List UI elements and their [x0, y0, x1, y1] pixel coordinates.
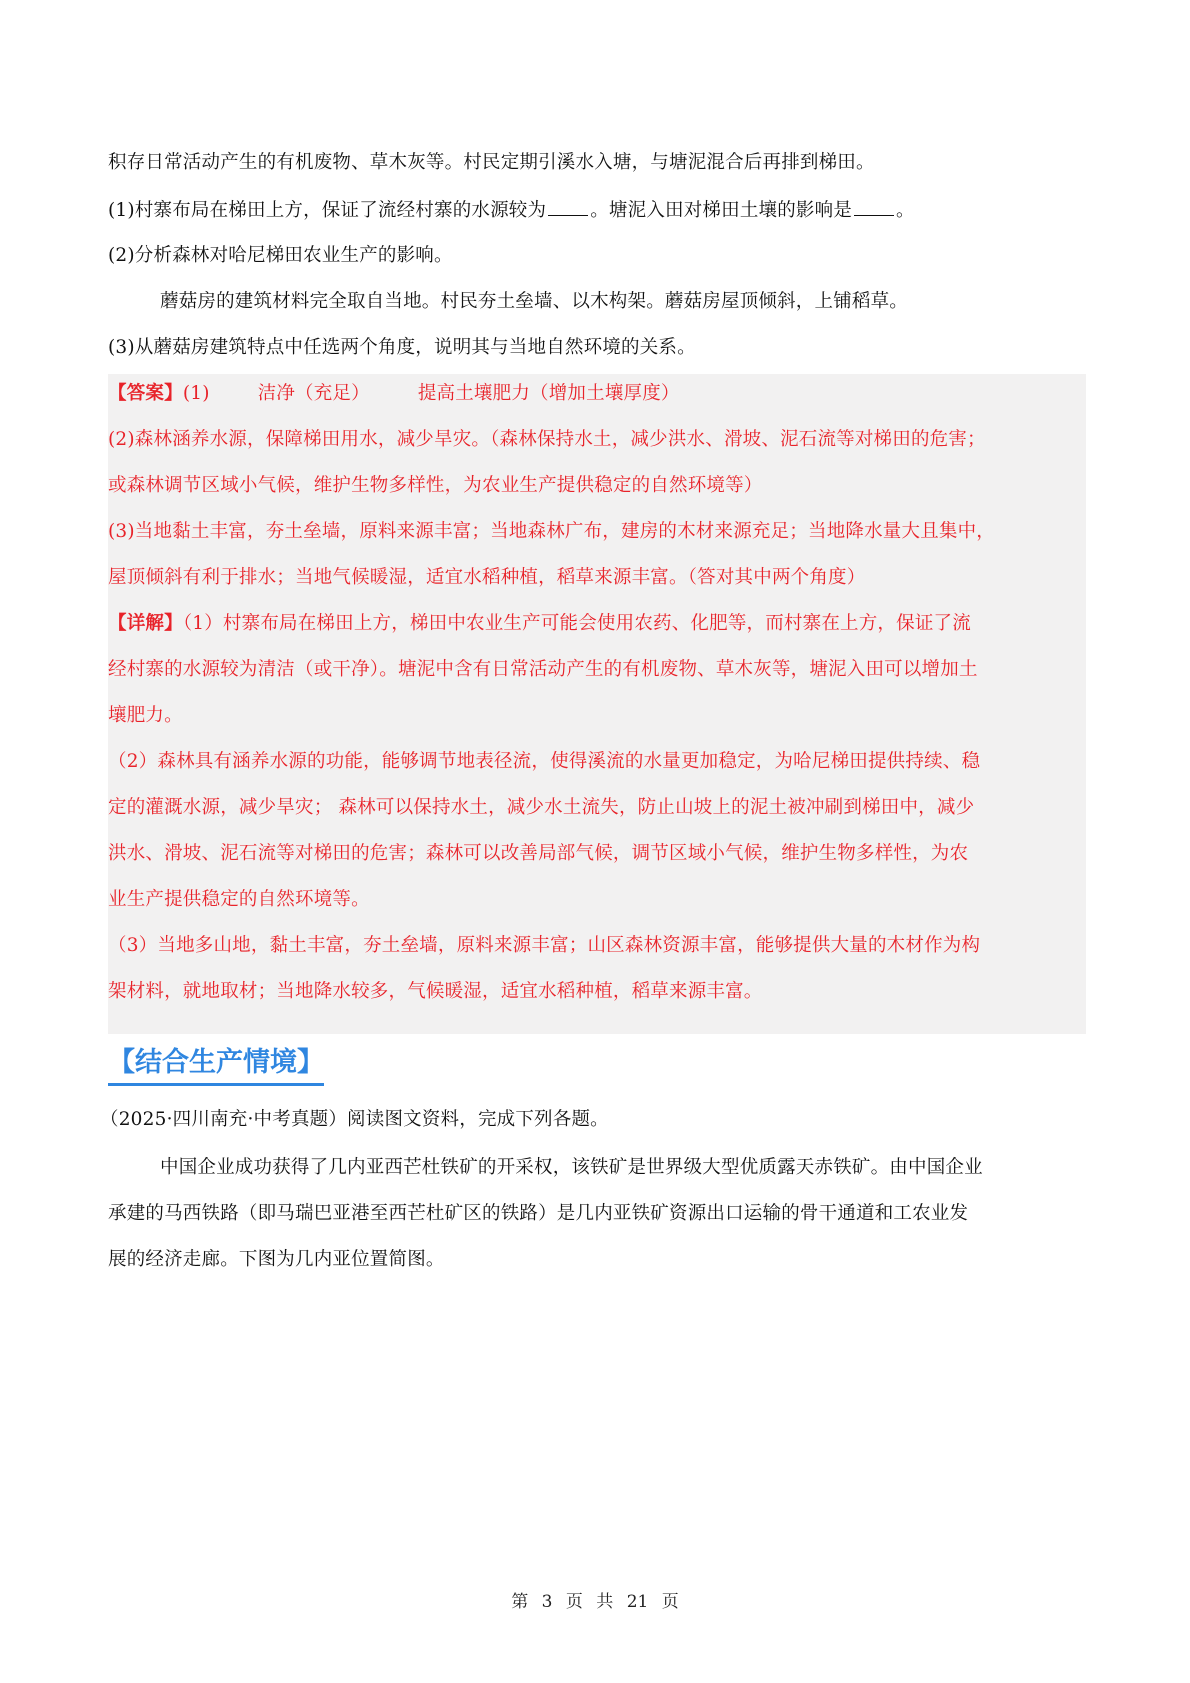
- answer-q3-line2: 屋顶倾斜有利于排水；当地气候暖湿，适宜水稻种植，稻草来源丰富。（答对其中两个角度）: [108, 567, 866, 588]
- intro-para-line1: 中国企业成功获得了几内亚西芒杜铁矿的开采权，该铁矿是世界级大型优质露天赤铁矿。由中国企业: [160, 1157, 983, 1178]
- answer-q3-line1: (3)当地黏土丰富，夯土垒墙，原料来源丰富；当地森林广布，建房的木材来源充足；当地降水量大且集中，: [108, 521, 996, 542]
- section-title: 【结合生产情境】: [108, 1046, 324, 1086]
- intro-para-line3: 展的经济走廊。下图为几内亚位置简图。: [108, 1249, 445, 1270]
- question-3: (3)从蘑菇房建筑特点中任选两个角度，说明其与当地自然环境的关系。: [108, 337, 696, 358]
- explanation-p2-line4: 业生产提供稳定的自然环境等。: [108, 889, 370, 910]
- answer-q2-line1: (2)森林涵养水源，保障梯田用水，减少旱灾。（森林保持水土，减少洪水、滑坡、泥石流等对梯田的危害；: [108, 429, 986, 450]
- context-text: 积存日常活动产生的有机废物、草木灰等。村民定期引溪水入塘，与塘泥混合后再排到梯田。: [108, 152, 875, 173]
- explanation-tag: 【详解】: [108, 613, 183, 634]
- explanation-p2-line1: （2）森林具有涵养水源的功能，能够调节地表径流，使得溪流的水量更加稳定，为哈尼梯田提供持续、稳: [108, 751, 981, 772]
- question-2: (2)分析森林对哈尼梯田农业生产的影响。: [108, 245, 453, 266]
- explanation-p1-line1: [108, 611, 971, 637]
- answer-q1-b: 提高土壤肥力（增加土壤厚度）: [417, 383, 680, 404]
- question-1-mid: 。塘泥入田对梯田土壤的影响是: [590, 200, 853, 221]
- explanation-p1-line3: 壤肥力。: [108, 705, 183, 726]
- question-1: [108, 197, 915, 224]
- answer-blank-1: [548, 197, 588, 216]
- explanation-p2-line3: 洪水、滑坡、泥石流等对梯田的危害；森林可以改善局部气候，调节区域小气候，维护生物多样性，为农: [108, 843, 969, 864]
- explanation-p1-text: （1）村寨布局在梯田上方，梯田中农业生产可能会使用农药、化肥等，而村寨在上方，保证了流: [182, 613, 971, 634]
- explanation-p1-line2: 经村寨的水源较为清洁（或干净）。塘泥中含有日常活动产生的有机废物、草木灰等，塘泥入田可以增加土: [108, 659, 978, 680]
- explanation-p3-line1: （3）当地多山地，黏土丰富，夯土垒墙，原料来源丰富；山区森林资源丰富，能够提供大量的木材作为构: [108, 935, 981, 956]
- explanation-p3-line2: 架材料，就地取材；当地降水较多，气候暖湿，适宜水稻种植，稻草来源丰富。: [108, 981, 763, 1002]
- answer-blank-2: [854, 197, 894, 216]
- question-source-line: （2025·四川南充·中考真题）阅读图文资料，完成下列各题。: [100, 1109, 609, 1130]
- answer-q2-line2: 或森林调节区域小气候，维护生物多样性，为农业生产提供稳定的自然环境等）: [108, 475, 763, 496]
- answer-q1-label: (1): [182, 383, 210, 404]
- explanation-p2-line2: 定的灌溉水源，减少旱灾； 森林可以保持水土，减少水土流失，防止山坡上的泥土被冲刷到梯田中，减少: [108, 797, 975, 818]
- mushroom-house-text: 蘑菇房的建筑材料完全取自当地。村民夯土垒墙、以木构架。蘑菇房屋顶倾斜，上铺稻草。: [160, 291, 909, 312]
- answer-q1-a: 洁净（充足）: [257, 383, 370, 404]
- page-number: 第 3 页 共 21 页: [511, 1592, 679, 1612]
- question-1-part-a: (1)村寨布局在梯田上方，保证了流经村寨的水源较为: [108, 200, 547, 221]
- question-1-end: 。: [896, 200, 915, 221]
- answer-tag: 【答案】: [108, 383, 183, 404]
- intro-para-line2: 承建的马西铁路（即马瑞巴亚港至西芒杜矿区的铁路）是几内亚铁矿资源出口运输的骨干通道和工农业发: [108, 1203, 969, 1224]
- answer-q1: [108, 381, 680, 407]
